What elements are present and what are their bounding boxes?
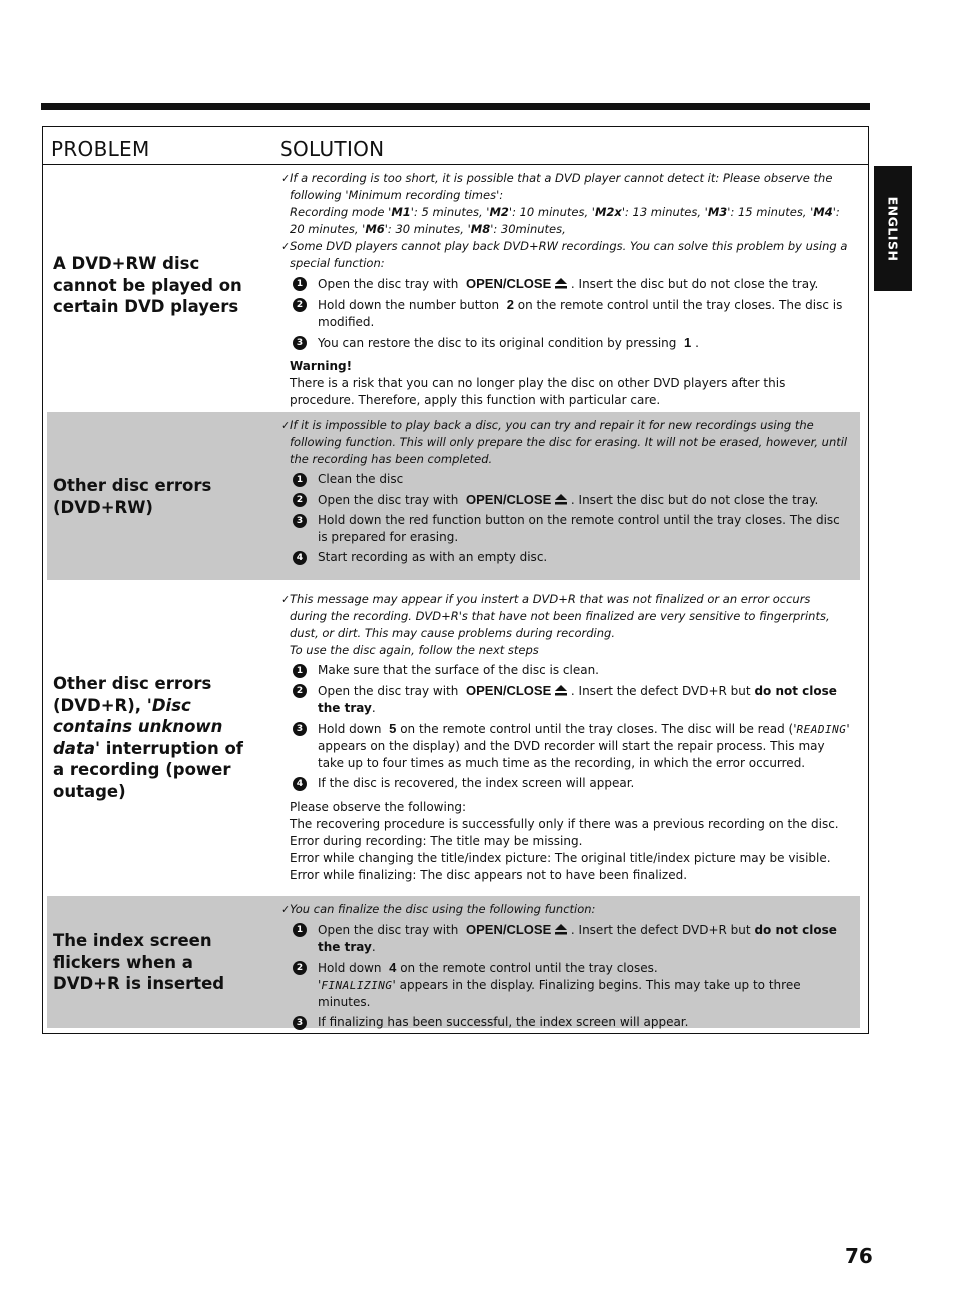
display-text: FINALIZING <box>321 979 393 992</box>
display-text: READING <box>796 723 847 736</box>
warning-block <box>281 358 851 409</box>
table-row <box>47 896 860 1028</box>
table-row <box>47 167 860 411</box>
step-number-3: 3 <box>293 336 307 350</box>
step-item: 3 Hold down the red function button on the remote control until the tray closes. The disc is prepared for erasing. <box>281 512 851 546</box>
list-item: ✓ If it is impossible to play back a disc, you can try and repair it for new recordings using the following function. This will only prepare the disc for erasing. It will not be erased, however, until the recording has been completed. <box>281 418 848 466</box>
checkmark-icon: ✓ <box>281 593 291 606</box>
problem-text: A DVD+RW disc cannot be played on certain DVD players <box>53 254 242 316</box>
step-item: 4 Start recording as with an empty disc. <box>281 549 851 566</box>
problem-text: Other disc errors (DVD+RW) <box>53 476 212 517</box>
step-number-3: 3 <box>293 1016 307 1030</box>
solution-text <box>281 170 851 409</box>
solution-text <box>281 591 851 884</box>
step-item: 2 Open the disc tray with OPEN/CLOSE . Insert the defect DVD+R but do not close the tray. <box>281 682 851 717</box>
step-number-1: 1 <box>293 473 307 487</box>
checkmark-icon: ✓ <box>281 172 291 185</box>
step-item: 2 Hold down the number button 2 on the remote control until the tray closes. The disc is modified. <box>281 296 851 331</box>
eject-icon <box>555 278 567 289</box>
step-number-4: 4 <box>293 551 307 565</box>
checkmark-icon: ✓ <box>281 419 291 432</box>
step-number-1: 1 <box>293 923 307 937</box>
step-item: 3 Hold down 5 on the remote control until the tray closes. The disc will be read ('READING' appears on the display) and the DVD recorder will start the repair process. This may take up to four times as much time as the recording, in which the error occurred. <box>281 720 851 772</box>
list-item: ✓ This message may appear if you instert a DVD+R that was not finalized or an error occurs during the recording. DVD+R's that have not been finalized are very sensitive to fingerprints, dust, or dirt. This may cause problems during recording. To use the disc again, follow the next steps <box>281 592 830 657</box>
language-tab-label: ENGLISH <box>885 196 901 261</box>
list-item: ✓ If a recording is too short, it is possible that a DVD player cannot detect it: Please observe the following 'Minimum recording times': Recording mode 'M1': 5 minutes, 'M2': 10 minutes, 'M2x': 13 minutes, 'M3': 15 minutes, 'M4': 20 minutes, 'M6': 30 minutes, 'M8': 30minutes, <box>281 171 840 236</box>
step-number-1: 1 <box>293 664 307 678</box>
step-number-3: 3 <box>293 514 307 528</box>
step-number-2: 2 <box>293 684 307 698</box>
warning-text: There is a risk that you can no longer play the disc on other DVD players after this procedure. Therefore, apply this function with particular care. <box>290 376 786 407</box>
step-number-3: 3 <box>293 722 307 736</box>
step-item: 3 If finalizing has been successful, the index screen will appear. <box>281 1014 851 1031</box>
step-number-1: 1 <box>293 277 307 291</box>
top-rule <box>41 103 870 110</box>
step-number-2: 2 <box>293 298 307 312</box>
table-header <box>43 127 868 165</box>
step-item: 4 If the disc is recovered, the index screen will appear. <box>281 775 851 792</box>
step-item: 2 Hold down 4 on the remote control until the tray closes. 'FINALIZING' appears in the display. Finalizing begins. This may take up to three minutes. <box>281 959 851 1011</box>
problem-header: PROBLEM <box>51 137 150 161</box>
solution-text <box>281 417 851 566</box>
eject-icon <box>555 494 567 505</box>
step-number-2: 2 <box>293 493 307 507</box>
eject-icon <box>555 685 567 696</box>
checkmark-icon: ✓ <box>281 903 291 916</box>
note-block: Please observe the following: The recovering procedure is successfully only if there was a previous recording on the disc. Error during recording: The title may be missing. Error while changing the title/index picture: The original title/index picture may be visible. Error while finalizing: The disc appears not to have been finalized. <box>290 800 839 882</box>
list-item: ✓ Some DVD players cannot play back DVD+RW recordings. You can solve this problem by using a special function: <box>281 239 848 270</box>
problem-text: The index screen flickers when a DVD+R is inserted <box>53 931 225 993</box>
step-item: 2 Open the disc tray with OPEN/CLOSE . Insert the disc but do not close the tray. <box>281 491 851 509</box>
step-item: 1 Open the disc tray with OPEN/CLOSE . Insert the disc but do not close the tray. <box>281 275 851 293</box>
table-row <box>47 581 860 894</box>
list-item: ✓ You can finalize the disc using the following function: <box>281 902 596 916</box>
step-item: 1 Open the disc tray with OPEN/CLOSE . Insert the defect DVD+R but do not close the tray. <box>281 921 851 956</box>
eject-icon <box>555 924 567 935</box>
step-number-4: 4 <box>293 777 307 791</box>
solution-header: SOLUTION <box>280 137 385 161</box>
step-item: 3 You can restore the disc to its original condition by pressing 1 . <box>281 334 851 352</box>
problem-text: Other disc errors (DVD+R), 'Disc contains unknown data' interruption of a recording (power outage) <box>53 674 243 801</box>
troubleshooting-table <box>42 126 869 1034</box>
language-tab <box>874 166 912 291</box>
warning-title: Warning! <box>290 359 353 373</box>
solution-text <box>281 901 851 1031</box>
step-item: 1 Make sure that the surface of the disc is clean. <box>281 662 851 679</box>
checkmark-icon: ✓ <box>281 240 291 253</box>
table-row <box>47 412 860 580</box>
step-number-2: 2 <box>293 961 307 975</box>
step-item: 1 Clean the disc <box>281 471 851 488</box>
page-number: 76 <box>845 1244 873 1268</box>
